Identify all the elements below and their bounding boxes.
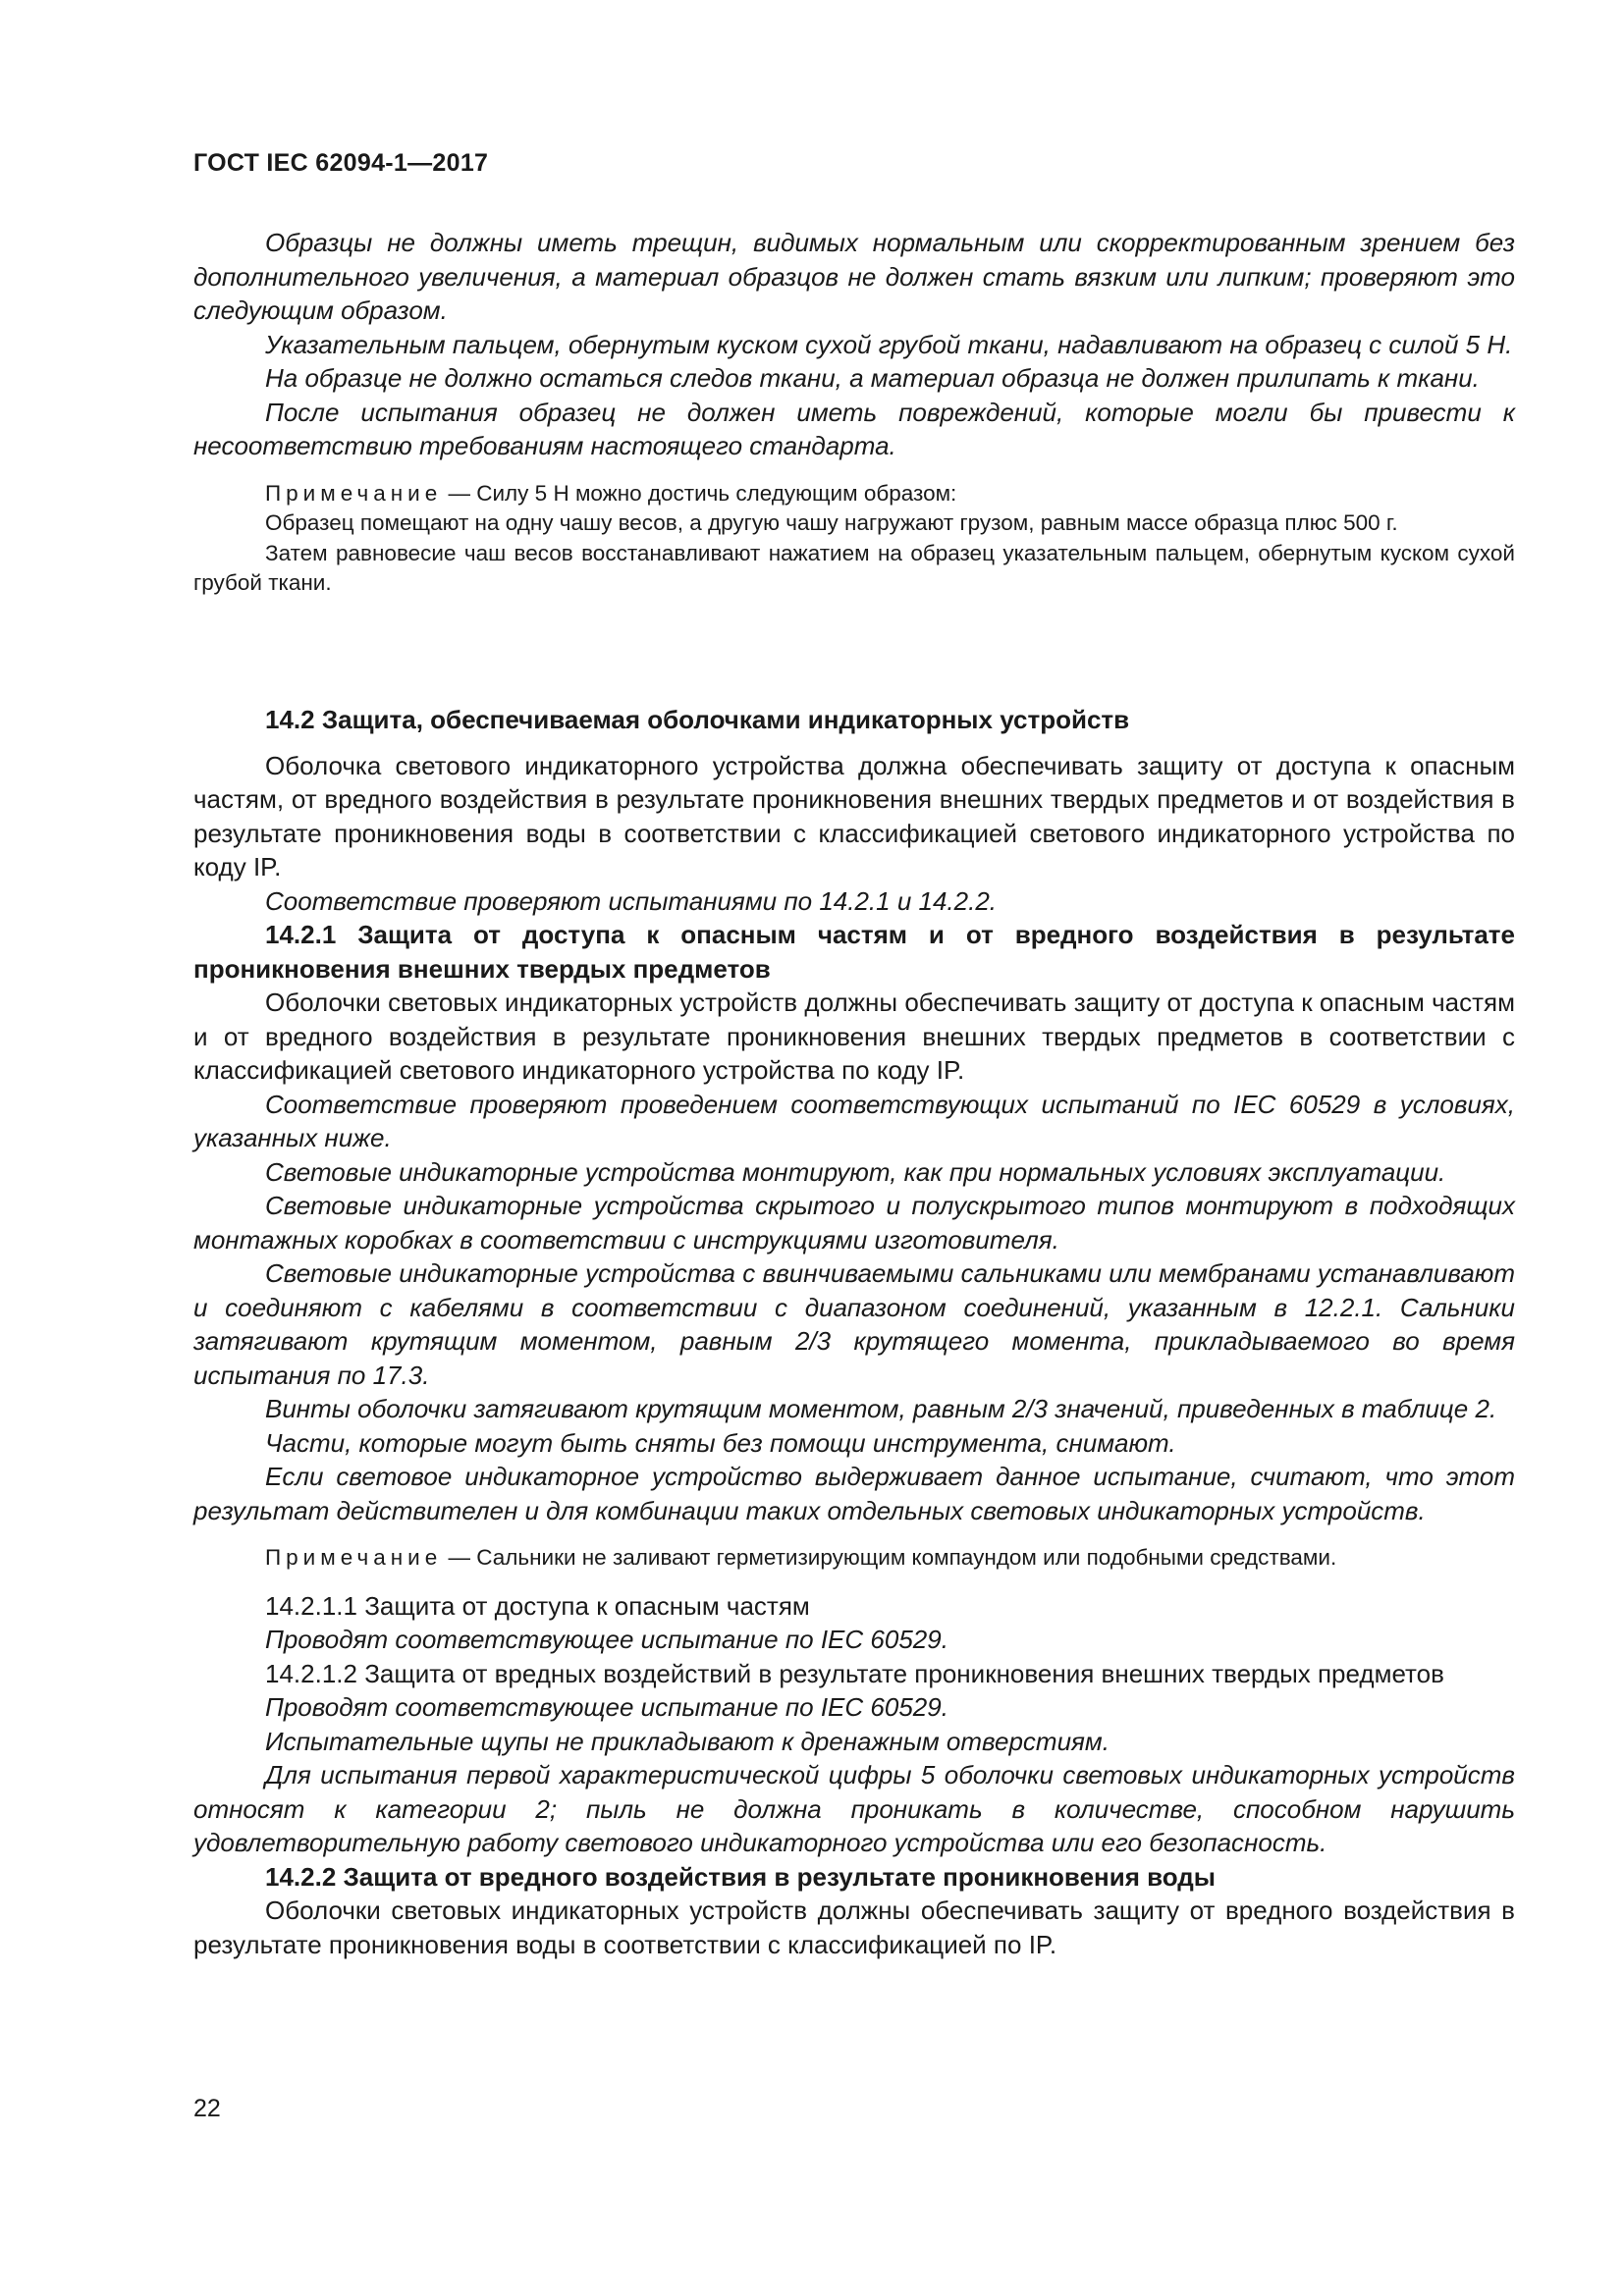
- document-header: ГОСТ IEC 62094-1—2017: [193, 149, 489, 177]
- page-number: 22: [193, 2095, 221, 2122]
- paragraph: На образце не должно остаться следов ткани, а материал образца не должен прилипать к ткани.: [265, 363, 1480, 393]
- note-text: — Сальники не заливают герметизирующим компаундом или подобными средствами.: [442, 1545, 1337, 1570]
- top-block: [193, 226, 1515, 599]
- paragraph: Образцы не должны иметь трещин, видимых нормальным или скорректированным зрением без дополнительного увеличения, а материал образцов не должен стать вязким или липким; проверяют это следующим образом.: [193, 228, 1515, 325]
- note-2: [193, 1543, 1515, 1574]
- paragraph: Части, которые могут быть сняты без помощи инструмента, снимают.: [265, 1427, 1176, 1458]
- note-label: Примечание: [265, 1545, 443, 1570]
- paragraph: Световые индикаторные устройства с ввинчиваемыми сальниками или мембранами устанавливают и соединяют с кабелями в соответствии с диапазоном соединений, указанным в 12.2.1. Сальники затягивают крутящим моментом, равным 2/3 крутящего момента, прикладываемого во время испытания по 17.3.: [193, 1258, 1515, 1390]
- paragraph: Испытательные щупы не прикладывают к дренажным отверстиям.: [265, 1726, 1110, 1756]
- paragraph: Световые индикаторные устройства монтируют, как при нормальных условиях эксплуатации.: [265, 1156, 1446, 1187]
- paragraph: Соответствие проверяют проведением соответствующих испытаний по IEC 60529 в условиях, указанных ниже.: [193, 1089, 1515, 1152]
- subsection-14-2-1-2: 14.2.1.2 Защита от вредных воздействий в результате проникновения внешних твердых предметов: [265, 1658, 1444, 1688]
- paragraph: После испытания образец не должен иметь повреждений, которые могли бы привести к несоответствию требованиям настоящего стандарта.: [193, 397, 1515, 460]
- paragraph: Проводят соответствующее испытание по IEC 60529.: [265, 1625, 948, 1654]
- note-label: Примечание: [265, 480, 443, 506]
- paragraph: Соответствие проверяют испытаниями по 14.2.1 и 14.2.2.: [265, 885, 998, 916]
- subsection-14-2-1-1: 14.2.1.1 Защита от доступа к опасным частям: [265, 1590, 810, 1621]
- section-14-2-block: [193, 703, 1515, 1961]
- paragraph: Проводят соответствующее испытание по IEC 60529.: [265, 1692, 948, 1722]
- paragraph: Указательным пальцем, обернутым куском сухой грубой ткани, надавливают на образец с силой 5 Н.: [265, 329, 1513, 359]
- note-1: [193, 479, 1515, 509]
- note-line: Образец помещают на одну чашу весов, а другую чашу нагружают грузом, равным массе образца плюс 500 г.: [265, 510, 1398, 535]
- note-line: Затем равновесие чаш весов восстанавливают нажатием на образец указательным пальцем, обернутым куском сухой грубой ткани.: [193, 540, 1515, 595]
- section-heading-14-2-2: 14.2.2 Защита от вредного воздействия в результате проникновения воды: [265, 1861, 1216, 1892]
- paragraph: Для испытания первой характеристической цифры 5 оболочки световых индикаторных устройств относят к категории 2; пыль не должна проникать в количестве, способном нарушить удовлетворительную работу светового индикаторного устройства или его безопасность.: [193, 1760, 1515, 1857]
- paragraph: Оболочки световых индикаторных устройств должны обеспечивать защиту от вредного воздействия в результате проникновения воды в соответствии с классификацией по IP.: [193, 1896, 1515, 1959]
- paragraph: Винты оболочки затягивают крутящим моментом, равным 2/3 значений, приведенных в таблице 2.: [265, 1394, 1497, 1423]
- section-heading-14-2-1: 14.2.1 Защита от доступа к опасным частям и от вредного воздействия в результате проникновения внешних твердых предметов: [193, 920, 1515, 984]
- paragraph: Если световое индикаторное устройство выдерживает данное испытание, считают, что этот результат действителен и для комбинации таких отдельных световых индикаторных устройств.: [193, 1462, 1515, 1525]
- paragraph: Световые индикаторные устройства скрытого и полускрытого типов монтируют в подходящих монтажных коробках в соответствии с инструкциями изготовителя.: [193, 1191, 1515, 1255]
- note-text: — Силу 5 Н можно достичь следующим образом:: [442, 480, 957, 506]
- section-heading-14-2: 14.2 Защита, обеспечиваемая оболочками индикаторных устройств: [265, 705, 1130, 734]
- paragraph: Оболочки световых индикаторных устройств должны обеспечивать защиту от доступа к опасным частям и от вредного воздействия в результате проникновения внешних твердых предметов в соответствии с классификацией светового индикаторного устройства по коду IP.: [193, 988, 1515, 1085]
- paragraph: Оболочка светового индикаторного устройства должна обеспечивать защиту от доступа к опасным частям, от вредного воздействия в результате проникновения внешних твердых предметов и от воздействия в результате проникновения воды в соответствии с классификацией светового индикаторного устройства по коду IP.: [193, 750, 1515, 881]
